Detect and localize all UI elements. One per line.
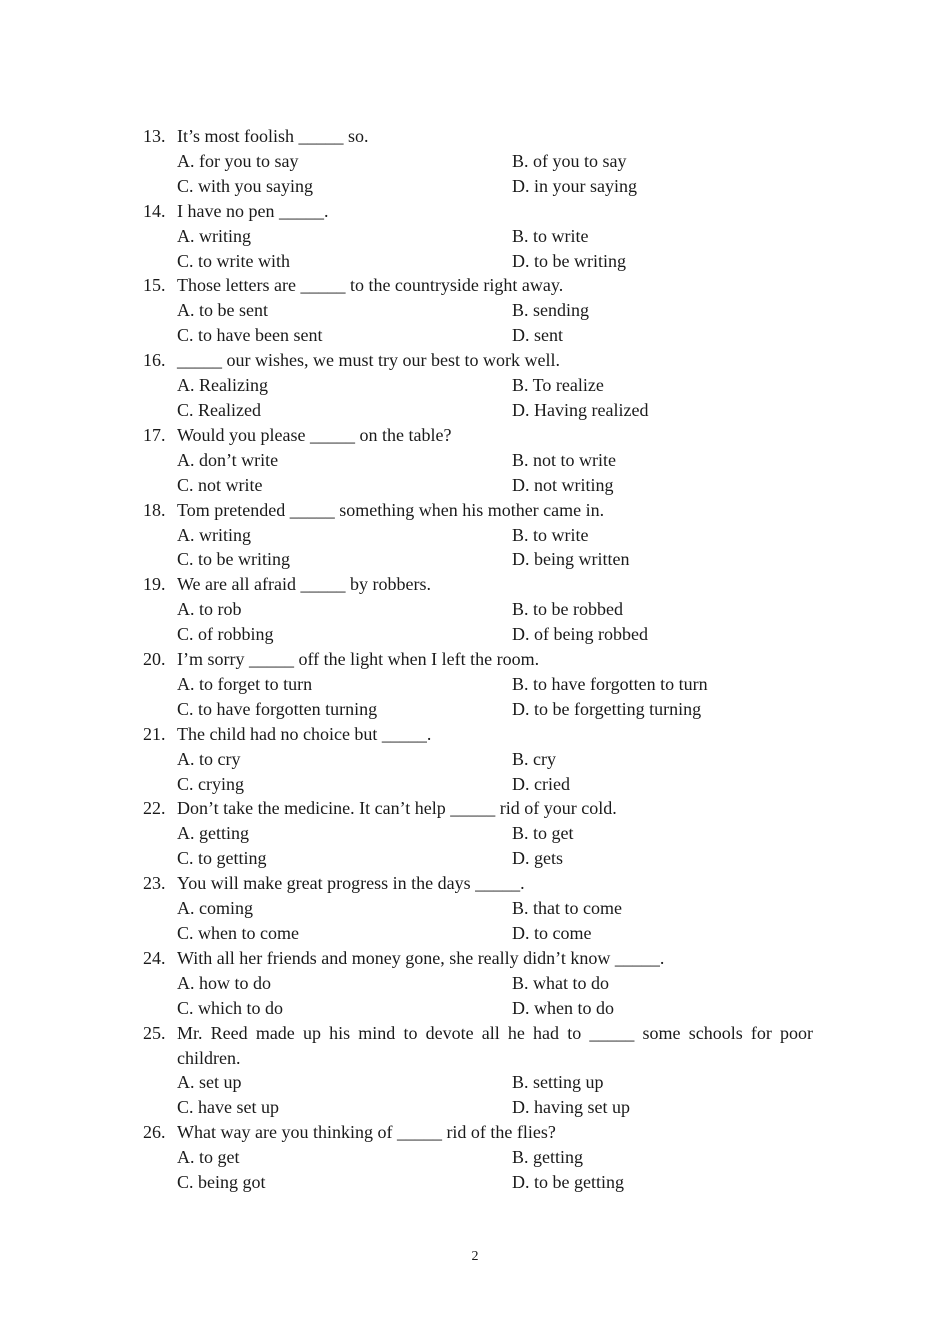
question-stem [143, 423, 813, 448]
question-text: We are all afraid _____ by robbers. [177, 574, 431, 595]
question-item [143, 423, 813, 498]
option-a: A. to get [177, 1147, 240, 1168]
option-b: B. To realize [512, 375, 604, 396]
question-stem [143, 572, 813, 597]
option-row [143, 921, 813, 946]
option-d: D. Having realized [512, 399, 649, 420]
question-text: What way are you thinking of _____ rid of the flies? [177, 1122, 556, 1143]
option-a: A. how to do [177, 972, 271, 993]
option-row [143, 597, 813, 622]
option-c: C. Realized [177, 399, 261, 420]
question-stem [143, 796, 813, 821]
option-b: B. to be robbed [512, 599, 623, 620]
question-item [143, 722, 813, 797]
question-number: 22. [143, 798, 166, 819]
option-row [143, 448, 813, 473]
option-c: C. with you saying [177, 175, 314, 196]
option-a: A. don’t write [177, 449, 279, 470]
option-a: A. coming [177, 898, 253, 919]
option-row [143, 224, 813, 249]
option-row [143, 174, 813, 199]
option-d: D. to be getting [512, 1172, 624, 1193]
option-b: B. what to do [512, 972, 609, 993]
question-item [143, 348, 813, 423]
question-number: 16. [143, 350, 166, 371]
option-row [143, 772, 813, 797]
option-row [143, 971, 813, 996]
option-d: D. having set up [512, 1097, 630, 1118]
option-c: C. have set up [177, 1097, 279, 1118]
option-d: D. when to do [512, 997, 614, 1018]
option-b: B. of you to say [512, 150, 627, 171]
question-number: 26. [143, 1122, 166, 1143]
option-a: A. to be sent [177, 300, 268, 321]
option-c: C. to getting [177, 848, 267, 869]
option-b: B. getting [512, 1147, 583, 1168]
question-stem [143, 946, 813, 971]
option-d: D. not writing [512, 474, 614, 495]
option-a: A. writing [177, 225, 251, 246]
option-row [143, 547, 813, 572]
option-b: B. that to come [512, 898, 622, 919]
question-text: I have no pen _____. [177, 200, 329, 221]
option-b: B. cry [512, 748, 556, 769]
question-text: Mr. Reed made up his mind to devote all he had to _____ some schools for poor children. [177, 1022, 813, 1068]
option-b: B. to write [512, 225, 589, 246]
question-item [143, 498, 813, 573]
question-stem [143, 199, 813, 224]
question-stem [143, 647, 813, 672]
question-number: 23. [143, 873, 166, 894]
question-item [143, 199, 813, 274]
option-row [143, 149, 813, 174]
option-d: D. of being robbed [512, 624, 648, 645]
question-text: Tom pretended _____ something when his mother came in. [177, 499, 605, 520]
option-row [143, 1095, 813, 1120]
option-b: B. to write [512, 524, 589, 545]
option-c: C. to have forgotten turning [177, 698, 378, 719]
page-number: 2 [471, 1249, 479, 1264]
question-text: With all her friends and money gone, she really didn’t know _____. [177, 947, 665, 968]
option-d: D. to come [512, 923, 592, 943]
option-row [143, 323, 813, 348]
option-a: A. for you to say [177, 150, 299, 171]
option-row [143, 523, 813, 548]
option-row [143, 249, 813, 274]
option-c: C. to be writing [177, 549, 290, 570]
option-row [143, 373, 813, 398]
option-c: C. being got [177, 1172, 266, 1193]
question-item [143, 871, 813, 946]
question-stem [143, 498, 813, 523]
option-a: A. to rob [177, 599, 242, 620]
question-item [143, 572, 813, 647]
question-text: The child had no choice but _____. [177, 723, 432, 744]
question-number: 24. [143, 947, 166, 968]
option-b: B. to have forgotten to turn [512, 673, 708, 694]
option-b: B. setting up [512, 1072, 604, 1093]
question-stem [143, 273, 813, 298]
option-d: D. being written [512, 549, 630, 570]
option-row [143, 846, 813, 871]
option-c: C. when to come [177, 923, 299, 943]
option-d: D. to be forgetting turning [512, 698, 702, 719]
option-a: A. writing [177, 524, 251, 545]
question-text: Would you please _____ on the table? [177, 424, 452, 445]
option-row [143, 398, 813, 423]
question-text: _____ our wishes, we must try our best to work well. [177, 350, 560, 371]
question-list [143, 124, 813, 1195]
question-text: You will make great progress in the days _____. [177, 873, 525, 894]
question-stem [143, 1120, 813, 1145]
option-c: C. crying [177, 773, 244, 794]
option-row [143, 1070, 813, 1095]
question-number: 17. [143, 424, 166, 445]
question-item [143, 124, 813, 199]
option-row [143, 672, 813, 697]
question-number: 20. [143, 649, 166, 670]
question-item [143, 1120, 813, 1195]
question-text: Don’t take the medicine. It can’t help _____ rid of your cold. [177, 798, 617, 819]
question-item [143, 946, 813, 1021]
question-item [143, 273, 813, 348]
option-c: C. to write with [177, 250, 290, 271]
option-c: C. not write [177, 474, 263, 495]
option-d: D. gets [512, 848, 563, 869]
question-text: It’s most foolish _____ so. [177, 126, 369, 146]
question-stem [143, 871, 813, 896]
option-d: D. sent [512, 325, 563, 346]
question-number: 18. [143, 499, 166, 520]
option-a: A. set up [177, 1072, 242, 1093]
option-row [143, 298, 813, 323]
option-row [143, 697, 813, 722]
question-number: 15. [143, 275, 166, 296]
option-row [143, 996, 813, 1021]
question-stem [143, 348, 813, 373]
option-a: A. to forget to turn [177, 673, 313, 694]
option-row [143, 896, 813, 921]
option-row [143, 1145, 813, 1170]
option-a: A. getting [177, 823, 249, 844]
question-item [143, 796, 813, 871]
question-item [143, 647, 813, 722]
option-b: B. to get [512, 823, 574, 844]
question-stem [143, 722, 813, 747]
question-text: I’m sorry _____ off the light when I left the room. [177, 649, 540, 670]
question-number: 13. [143, 126, 166, 146]
question-number: 19. [143, 574, 166, 595]
option-c: C. which to do [177, 997, 283, 1018]
question-number: 21. [143, 723, 166, 744]
option-a: A. to cry [177, 748, 241, 769]
option-row [143, 821, 813, 846]
option-b: B. sending [512, 300, 590, 321]
question-item [143, 1021, 813, 1121]
question-number: 14. [143, 200, 166, 221]
option-c: C. to have been sent [177, 325, 323, 346]
option-d: D. cried [512, 773, 570, 794]
option-row [143, 1170, 813, 1195]
option-d: D. in your saying [512, 175, 637, 196]
option-row [143, 747, 813, 772]
option-d: D. to be writing [512, 250, 626, 271]
question-stem [143, 1021, 813, 1071]
option-c: C. of robbing [177, 624, 274, 645]
option-row [143, 622, 813, 647]
option-b: B. not to write [512, 449, 616, 470]
option-a: A. Realizing [177, 375, 268, 396]
question-stem [143, 124, 813, 149]
option-row [143, 473, 813, 498]
question-number: 25. [143, 1022, 166, 1043]
question-text: Those letters are _____ to the countryside right away. [177, 275, 564, 296]
